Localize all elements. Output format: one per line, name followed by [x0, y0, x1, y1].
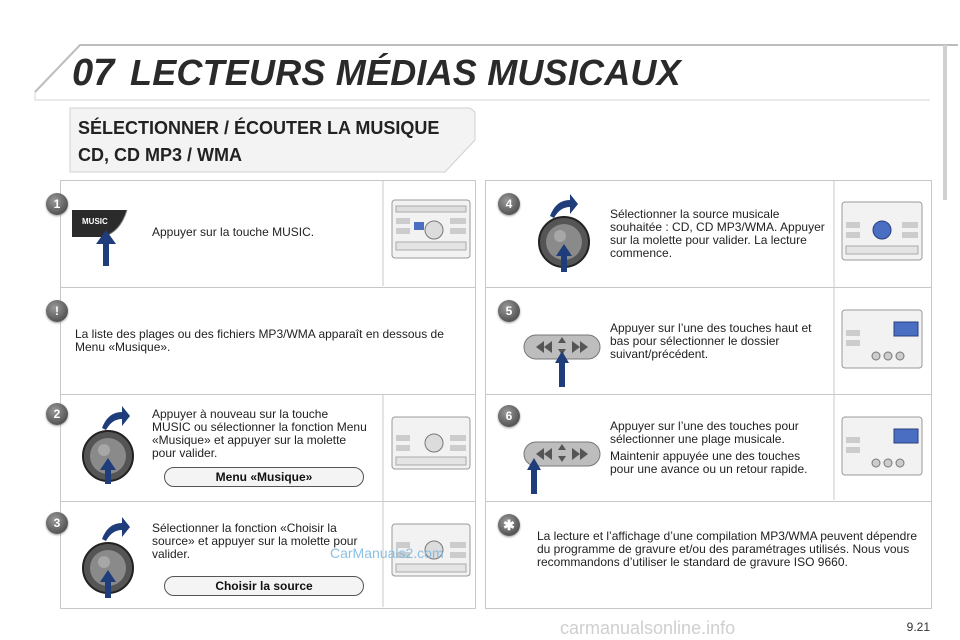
warning-icon: !	[46, 300, 68, 322]
step-badge-6: 6	[498, 405, 520, 427]
step-3-text: Sélectionner la fonction «Choisir la source» et appuyer sur la molette pour valider.	[152, 521, 358, 561]
selector-knob-icon	[80, 540, 136, 598]
chapter-number: 07	[72, 52, 115, 94]
selector-knob-icon	[536, 214, 592, 272]
arrow-keys-icon	[522, 325, 602, 387]
tip-text: La lecture et l’affichage d’une compilation MP3/WMA peuvent dépendre du programme de gravure et/ou des paramétrages utilisés. Nous vous recommandons d’utiliser le standard de gravure ISO 9660.	[537, 529, 918, 569]
menu-musique-pill: Menu «Musique»	[164, 467, 364, 487]
step-4-text: Sélectionner la source musicale souhaitée : CD, CD MP3/WMA. Appuyer sur la molette pour valider. La lecture commence.	[610, 207, 825, 260]
tip-icon: ✱	[498, 514, 520, 536]
step-badge-3: 3	[46, 512, 68, 534]
footer-site: carmanualsonline.info	[560, 618, 736, 638]
section-subtitle: CD, CD MP3 / WMA	[78, 145, 242, 165]
step-badge-2: 2	[46, 403, 68, 425]
page-number: 9.21	[906, 620, 930, 634]
step-5-text: Appuyer sur l’une des touches haut et bas pour sélectionner le dossier suivant/précédent.	[610, 321, 812, 361]
step-badge-1: 1	[46, 193, 68, 215]
section-title: SÉLECTIONNER / ÉCOUTER LA MUSIQUE	[78, 118, 440, 138]
press-arrow-icon	[94, 230, 118, 266]
radio-panel-icon	[840, 308, 924, 370]
choisir-source-pill: Choisir la source	[164, 576, 364, 596]
rotate-arrow-icon	[100, 515, 132, 541]
note-text: La liste des plages ou des fichiers MP3/WMA apparaît en dessous de Menu «Musique».	[75, 327, 444, 354]
radio-panel-icon	[840, 415, 924, 477]
watermark: CarManuals2.com	[330, 545, 444, 561]
music-button-label: MUSIC	[82, 217, 108, 226]
step-6-text-1: Appuyer sur l’une des touches pour sélectionner une plage musicale.	[610, 419, 799, 446]
radio-panel-icon	[390, 415, 472, 471]
radio-panel-icon	[840, 200, 924, 262]
rotate-arrow-icon	[100, 404, 132, 430]
step-badge-4: 4	[498, 193, 520, 215]
step-2-text: Appuyer à nouveau sur la touche MUSIC ou sélectionner la fonction Menu «Musique» et appuyer sur la molette pour valider.	[152, 407, 367, 460]
arrow-keys-icon	[522, 432, 602, 494]
radio-panel-icon	[390, 198, 472, 260]
selector-knob-icon	[80, 428, 136, 484]
step-badge-5: 5	[498, 300, 520, 322]
step-6-text-2: Maintenir appuyée une des touches pour une avance ou un retour rapide.	[610, 449, 808, 476]
page-title: LECTEURS MÉDIAS MUSICAUX	[130, 52, 681, 93]
step-1-text: Appuyer sur la touche MUSIC.	[152, 225, 315, 239]
